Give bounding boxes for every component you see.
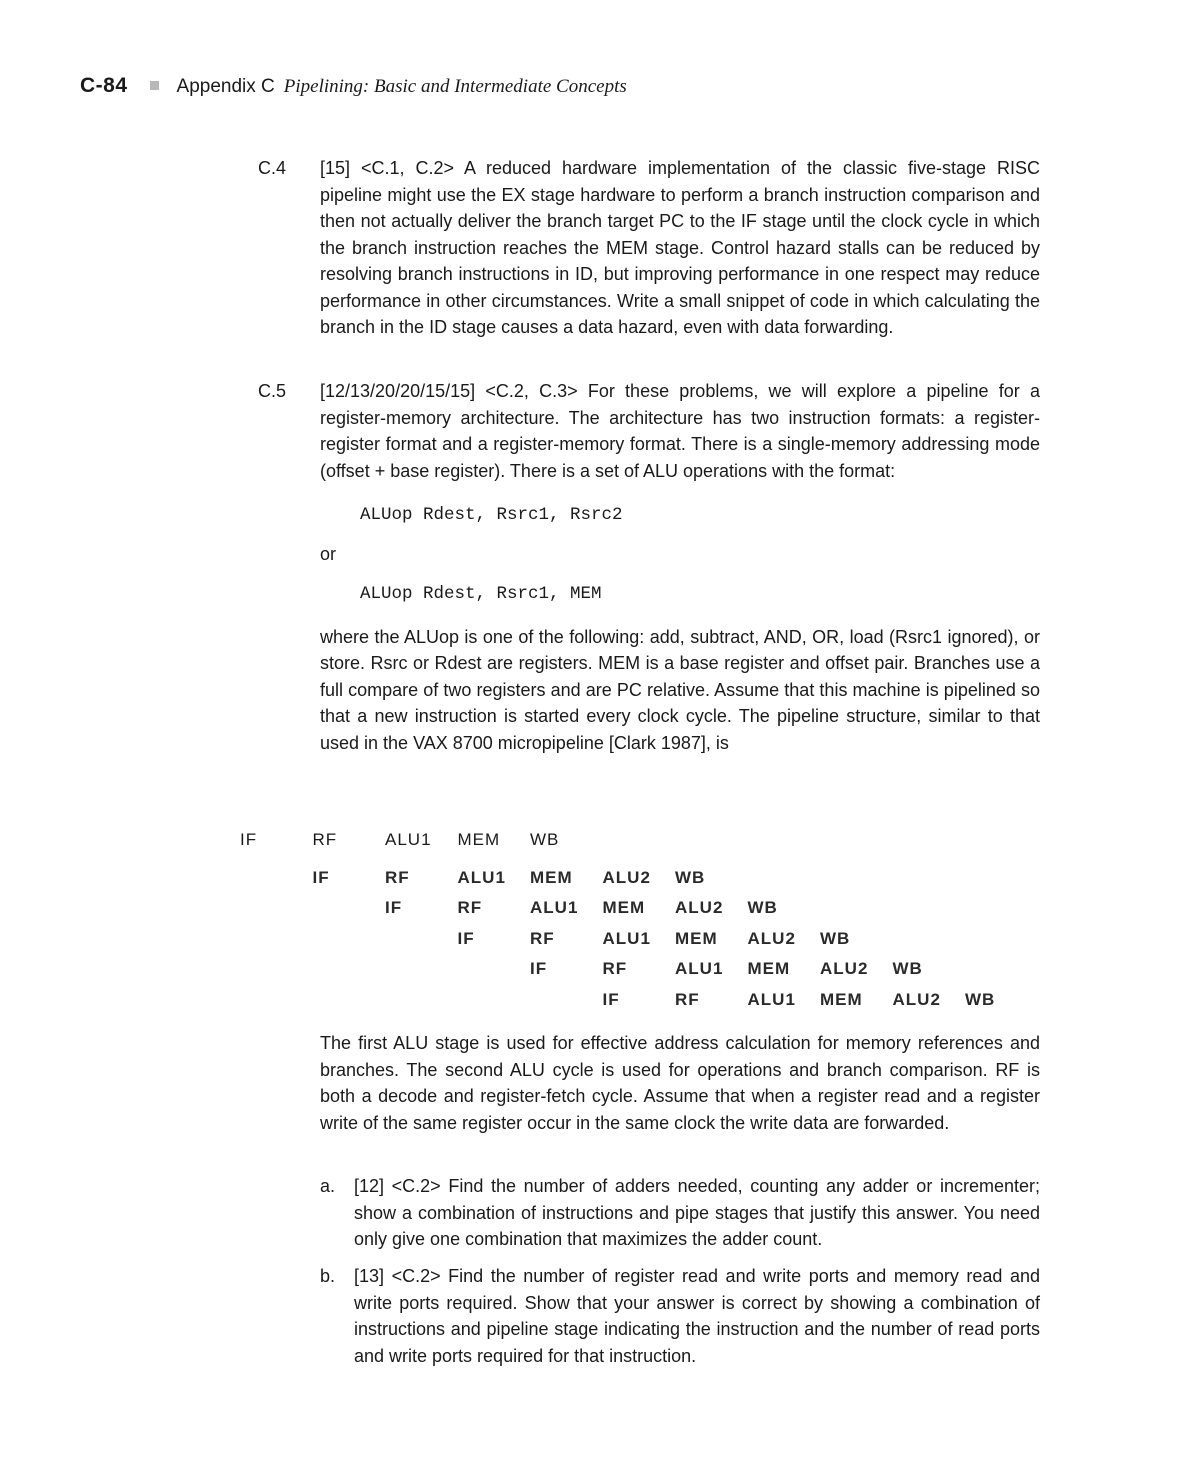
pipeline-stage: RF [530,929,555,948]
subquestion-b [320,1263,1040,1369]
pipeline-stage: IF [457,929,475,948]
pipeline-stage: ALU2 [602,868,651,887]
exercise-paragraph: The first ALU stage is used for effective address calculation for memory references and branches. The second ALU cycle is used for operations and branch comparison. RF is both a decode and register-fetch cycle. Assume that when a register read and a register write of the same register occur in the same clock the write data are forwarded. [320,1033,1040,1133]
pipeline-stage: IF [602,990,620,1009]
pipeline-stage: WB [820,929,851,948]
pipeline-stage: ALU1 [602,929,651,948]
pipeline-stage: ALU1 [385,830,432,849]
pipeline-stage: IF [385,898,403,917]
exercise-c5-continued [258,1030,1040,1136]
page-number: C-84 [80,74,128,97]
exercise-text: [15] <C.1, C.2> A reduced hardware implementation of the classic five-stage RISC pipeline might use the EX stage hardware to perform a branch instruction comparison and then not actually deliver the branch target PC to the IF stage until the clock cycle in which the branch instruction reaches the MEM stage. Control hazard stalls can be reduced by resolving branch instructions in ID, but improving performance in one respect may reduce performance in other circumstances. Write a small snippet of code in which calculating the branch in the ID stage causes a data hazard, even with data forwarding. [320,158,1040,337]
pipeline-stage: IF [530,959,548,978]
pipeline-stage: WB [530,830,560,849]
pipeline-stage: ALU1 [675,959,724,978]
chapter-title: Pipelining: Basic and Intermediate Concepts [283,76,627,97]
pipeline-stage: ALU2 [747,929,796,948]
pipeline-stage: ALU1 [747,990,796,1009]
pipeline-stage: WB [675,868,706,887]
pipeline-stage: RF [385,868,410,887]
pipeline-stage: IF [312,868,330,887]
pipeline-stage: RF [602,959,628,978]
exercise-c5 [258,378,1040,756]
pipeline-stage: WB [747,898,778,917]
exercise-paragraph: where the ALUop is one of the following: add, subtract, AND, OR, load (Rsrc1 ignored), or store. Rsrc or Rdest are registers. MEM is a base register and offset pair. Branches use a full compare of two registers and are PC relative. Assume that this machine is pipelined so that a new instruction is started every clock cycle. The pipeline structure, similar to that used in the VAX 8700 micropipeline [Clark 1987], is [320,626,1040,753]
exercise-number: C.5 [258,381,287,401]
pipeline-stage: RF [312,830,338,849]
pipeline-stage: ALU2 [675,898,724,917]
exercise-number: C.4 [258,158,287,178]
pipeline-stage: ALU1 [457,868,506,887]
pipeline-stage: ALU1 [530,898,579,917]
subquestion-text: [13] <C.2> Find the number of register read and write ports and memory read and write ports required. Show that your answer is correct by showing a combination of instructions and pipeline stage indicating the instruction and the number of read ports and write ports required for that instruction. [354,1266,1040,1366]
pipeline-stage: MEM [820,990,863,1009]
pipeline-stage: MEM [747,959,791,978]
pipeline-stage: ALU2 [820,959,869,978]
subquestion-text: [12] <C.2> Find the number of adders needed, counting any adder or incrementer; show a combination of instructions and pipe stages that justify this answer. You need only give one combination that maximizes the adder count. [354,1176,1040,1249]
code-line: ALUop Rdest, Rsrc1, Rsrc2 [360,505,623,525]
subquestion-label: b. [320,1266,336,1286]
running-header [80,74,627,104]
exercise-intro: [12/13/20/20/15/15] <C.2, C.3> For these problems, we will explore a pipeline for a register-memory architecture. The architecture has two instruction formats: a register-register format and a register-memory format. There is a single-memory addressing mode (offset + base register). There is a set of ALU operations with the format: [320,381,1040,481]
pipeline-stage: ALU2 [892,990,941,1009]
header-separator-square [150,81,159,90]
or-connector: or [320,543,337,564]
pipeline-stage: IF [240,830,258,849]
pipeline-stage: WB [892,959,923,978]
subquestion-label: a. [320,1176,336,1196]
pipeline-stage: MEM [675,929,718,948]
appendix-label: Appendix C [176,76,275,97]
subquestion-a [320,1173,1040,1253]
pipeline-stage: RF [675,990,700,1009]
pipeline-stage: MEM [602,898,646,917]
exercise-c4 [258,155,1040,341]
pipeline-stage: MEM [457,830,501,849]
pipeline-stage: RF [457,898,483,917]
code-line: ALUop Rdest, Rsrc1, MEM [360,584,602,604]
pipeline-stage: WB [965,990,996,1009]
pipeline-stage: MEM [530,868,573,887]
